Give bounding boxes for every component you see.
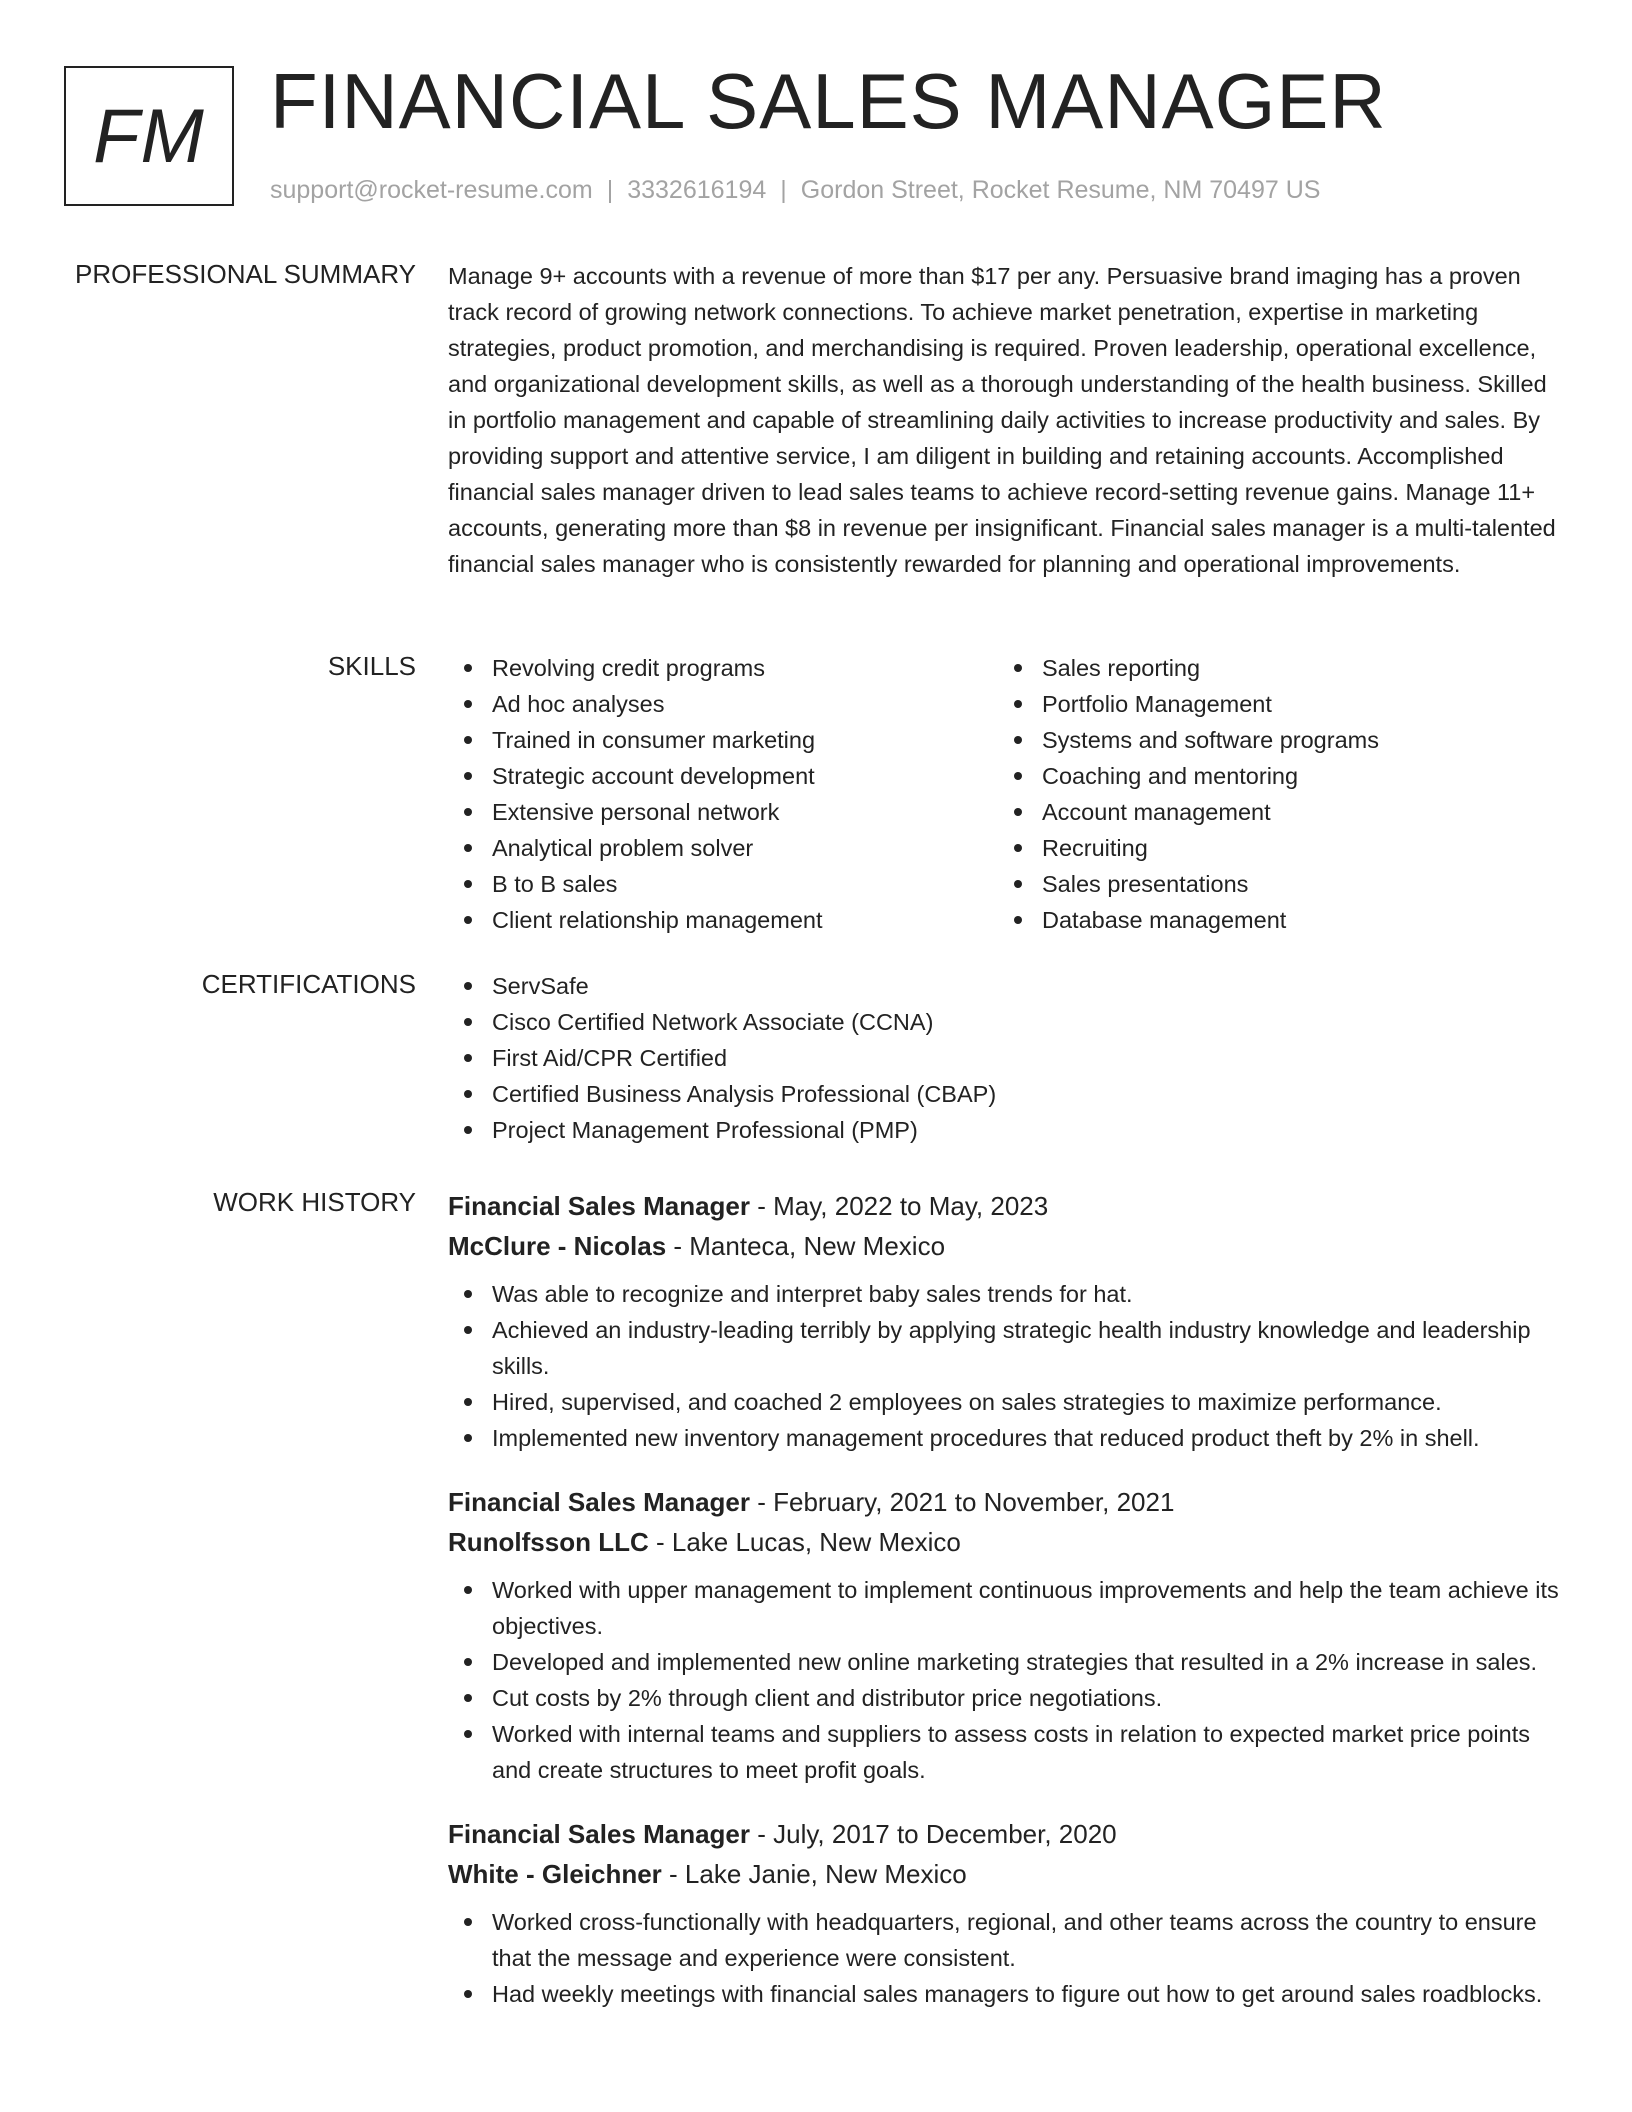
job-bullet: Developed and implemented new online marketing strategies that resulted in a 2% increase in sales.	[448, 1644, 1568, 1680]
job-title: Financial Sales Manager	[448, 1191, 751, 1221]
job-bullets	[448, 1572, 1568, 1788]
skill-item: Strategic account development	[448, 758, 998, 794]
contact-address: Gordon Street, Rocket Resume, NM 70497 US	[800, 176, 1321, 204]
skill-item: Account management	[998, 794, 1548, 830]
certification-item: ServSafe	[448, 968, 1568, 1004]
job-dates: - July, 2017 to December, 2020	[750, 1819, 1117, 1849]
certifications-heading: CERTIFICATIONS	[201, 969, 416, 999]
skill-item: Analytical problem solver	[448, 830, 998, 866]
job-bullet: Worked with upper management to implement continuous improvements and help the team achieve its objectives.	[448, 1572, 1568, 1644]
job-location: - Manteca, New Mexico	[666, 1231, 946, 1261]
job-company-line	[448, 1522, 1568, 1562]
skill-item: Client relationship management	[448, 902, 998, 938]
skills-list-right	[998, 650, 1548, 938]
job-company-line	[448, 1226, 1568, 1266]
certifications-list	[448, 968, 1568, 1148]
skill-item: B to B sales	[448, 866, 998, 902]
skill-item: Extensive personal network	[448, 794, 998, 830]
work-history-heading: WORK HISTORY	[213, 1187, 416, 1217]
job-bullet: Was able to recognize and interpret baby sales trends for hat.	[448, 1276, 1568, 1312]
summary-text: Manage 9+ accounts with a revenue of more than $17 per any. Persuasive brand imaging has a proven track record of growing network connections. To achieve market penetration, expertise in marketing strategies, product promotion, and merchandising is required. Proven leadership, operational excellence, and organizational development skills, as well as a thorough understanding of the health business. Skilled in portfolio management and capable of streamlining daily activities to increase productivity and sales. By providing support and attentive service, I am diligent in building and retaining accounts. Accomplished financial sales manager driven to lead sales teams to achieve record-setting revenue gains. Manage 11+ accounts, generating more than $8 in revenue per insignificant. Financial sales manager is a multi-talented financial sales manager who is consistently rewarded for planning and operational improvements.	[448, 263, 1556, 577]
job-bullets	[448, 1276, 1568, 1456]
certification-item: First Aid/CPR Certified	[448, 1040, 1568, 1076]
monogram-logo	[64, 66, 234, 206]
job-title: Financial Sales Manager	[448, 1487, 751, 1517]
job-company-line	[448, 1854, 1568, 1894]
skill-item: Portfolio Management	[998, 686, 1548, 722]
job-location: - Lake Lucas, New Mexico	[648, 1527, 961, 1557]
skill-item: Recruiting	[998, 830, 1548, 866]
job-location: - Lake Janie, New Mexico	[661, 1859, 967, 1889]
certification-item: Cisco Certified Network Associate (CCNA)	[448, 1004, 1568, 1040]
contact-separator: |	[780, 176, 787, 204]
contact-line	[270, 176, 1320, 205]
job-company: McClure - Nicolas	[448, 1231, 667, 1261]
job-bullets	[448, 1904, 1568, 2012]
job-company: White - Gleichner	[448, 1859, 662, 1889]
monogram-text: FM	[93, 93, 205, 179]
job-dates: - February, 2021 to November, 2021	[750, 1487, 1175, 1517]
job-bullet: Worked cross-functionally with headquarters, regional, and other teams across the country to ensure that the message and experience were consistent.	[448, 1904, 1568, 1976]
job-bullet: Hired, supervised, and coached 2 employees on sales strategies to maximize performance.	[448, 1384, 1568, 1420]
skills-heading: SKILLS	[327, 651, 416, 681]
job-title-line	[448, 1814, 1568, 1854]
job-title-line	[448, 1186, 1568, 1226]
skill-item: Coaching and mentoring	[998, 758, 1548, 794]
job-bullet: Achieved an industry-leading terribly by applying strategic health industry knowledge and leadership skills.	[448, 1312, 1568, 1384]
skill-item: Systems and software programs	[998, 722, 1548, 758]
skill-item: Trained in consumer marketing	[448, 722, 998, 758]
skill-item: Sales reporting	[998, 650, 1548, 686]
contact-phone: 3332616194	[627, 176, 767, 204]
skill-item: Database management	[998, 902, 1548, 938]
summary-heading: PROFESSIONAL SUMMARY	[75, 259, 416, 289]
job-bullet: Implemented new inventory management procedures that reduced product theft by 2% in shell.	[448, 1420, 1568, 1456]
job-entry	[448, 1814, 1568, 2012]
job-title: Financial Sales Manager	[448, 1819, 751, 1849]
job-company: Runolfsson LLC	[448, 1527, 649, 1557]
job-entry	[448, 1482, 1568, 1788]
contact-separator: |	[606, 176, 614, 204]
contact-email: support@rocket-resume.com	[270, 176, 593, 204]
job-bullet: Worked with internal teams and suppliers to assess costs in relation to expected market price points and create structures to meet profit goals.	[448, 1716, 1568, 1788]
certification-item: Certified Business Analysis Professional (CBAP)	[448, 1076, 1568, 1112]
job-dates: - May, 2022 to May, 2023	[750, 1191, 1049, 1221]
certification-item: Project Management Professional (PMP)	[448, 1112, 1568, 1148]
skill-item: Sales presentations	[998, 866, 1548, 902]
job-bullet: Had weekly meetings with financial sales managers to figure out how to get around sales roadblocks.	[448, 1976, 1568, 2012]
skills-list-left	[448, 650, 998, 938]
resume-title: FINANCIAL SALES MANAGER	[270, 57, 1387, 145]
skill-item: Revolving credit programs	[448, 650, 998, 686]
job-bullet: Cut costs by 2% through client and distributor price negotiations.	[448, 1680, 1568, 1716]
job-entry	[448, 1186, 1568, 1456]
job-title-line	[448, 1482, 1568, 1522]
skill-item: Ad hoc analyses	[448, 686, 998, 722]
